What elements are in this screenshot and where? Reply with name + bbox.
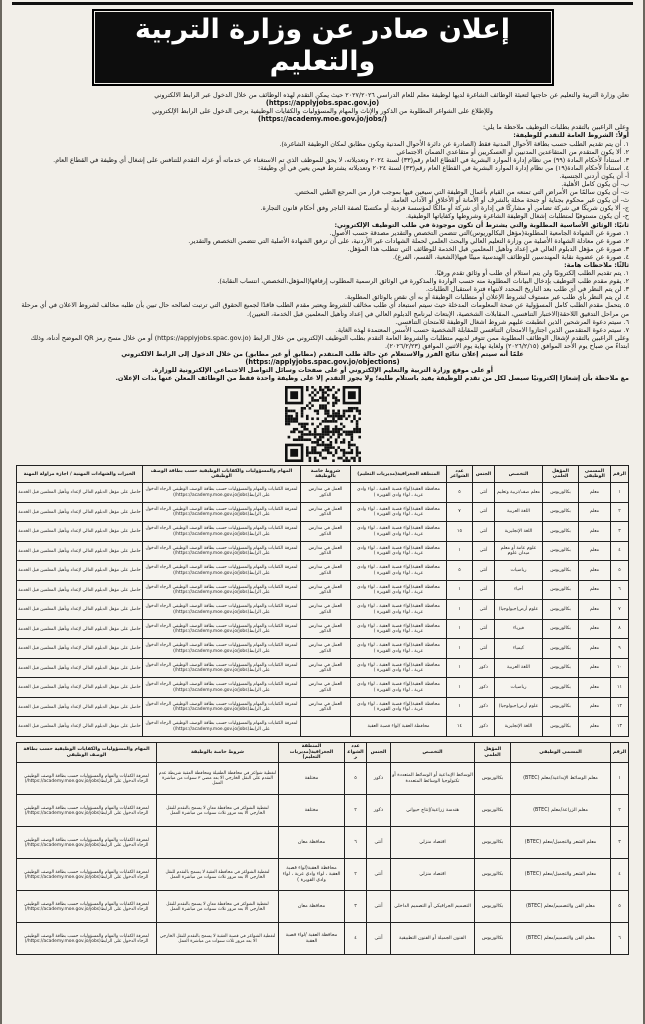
table-cell: لمعرفة الكفايات والمهام والمسؤوليات حسب بطاقة الوصف الوظيفي الرجاء الدخول على الرابط(https://academy.moe.gov.jo/jobs/) bbox=[17, 763, 157, 795]
table-cell: ذكور bbox=[473, 697, 495, 717]
table-cell: معلم bbox=[579, 639, 611, 659]
table-cell: محافظة العقبة /لواء قصبة العقبة bbox=[351, 717, 447, 737]
table-cell: العمل في مدارس الذكور bbox=[301, 639, 351, 659]
body-line: (https://applyjobs.spac.gov.jo/objections) bbox=[245, 358, 400, 367]
table-cell: بكالوريوس bbox=[475, 827, 511, 859]
table-cell: محافظة العقبة(لواء قصبة العقبة ، لواء وادي عربة ، لواء وادي القويرة ) bbox=[351, 502, 447, 522]
table-cell: محافظة معان bbox=[279, 891, 345, 923]
table1-header-cell: المنطقة الجغرافية(مديريات التعليم) bbox=[351, 466, 447, 483]
table-cell: محافظة العقبة(لواء قصبة العقبة ، لواء وادي عربة ، لواء وادي القويرة ) bbox=[351, 561, 447, 581]
table-row bbox=[17, 600, 629, 620]
table-cell: لمعرفة الكفايات والمهام والمسؤوليات حسب بطاقة الوصف الوظيفي الرجاء الدخول على الرابط(https://academy.moe.gov.jo/jobs/) bbox=[143, 717, 301, 737]
table-cell: بكالوريوس bbox=[475, 923, 511, 955]
table2-header-cell: شروط خاصة بالوظيفة bbox=[157, 742, 279, 762]
table2-body bbox=[17, 763, 629, 955]
table-cell: بكالوريوس bbox=[475, 795, 511, 827]
table-cell: علوم أرض(جيولوجيا) bbox=[495, 697, 543, 717]
body-line: مع ملاحظة بأن إشعارًا إلكترونيًا سيصل لكل من تقدم للوظيفة يفيد باستلام طلبه؛ ولا يجوز التقدم إلا على وظيفة واحدة فقط من الوظائف المعلن عنها بذات الإعلان. bbox=[115, 374, 629, 383]
body-line: تعلن وزارة التربية والتعليم عن حاجتها لتعبئة الوظائف الشاغرة لديها لوظيفة معلم للعام الدراسي ٢٠٢٧/٢٠٢٦ حيث يمكن التقدم لهذه الوظائف من خلال الدخول عبر الرابط الالكتروني bbox=[154, 91, 629, 99]
table1-header-cell: التخصص bbox=[495, 466, 543, 483]
table-row bbox=[17, 580, 629, 600]
table-cell: حاصل على مؤهل الدبلوم العالي لإعداد وتأهيل المعلمين قبل الخدمة bbox=[17, 502, 143, 522]
table-cell: أنثى bbox=[473, 619, 495, 639]
body-line: أولاً: الشروط العامة للتقدم للوظيفة: bbox=[513, 131, 629, 140]
table-cell: بكالوريوس bbox=[543, 619, 579, 639]
table-cell: ٥ bbox=[611, 561, 629, 581]
body-line: ٥. يتحمل مقدم الطلب كامل المسؤولية عن صحة المعلومات المدخلة حيث سيتم استبعاد أي طلب مخالف للشروط ويعتبر مقدم الطلب فاقدًا لجميع الحقوق التي ترتبت لصالحه حال تبين بأن طلبه مخالف لشروط الاعلان في أي مرحلة من مراحل التدقيق اللاحقة(الاختبار التنافسي، المقابلات الشخصية، الإبتعاث لبرنامج الدبلوم العالي في إعداد وتأهيل المعلمين قبل الخدمة، التعيين). bbox=[21, 301, 629, 318]
table-cell: أنثى bbox=[473, 541, 495, 561]
body-line: ١. أن يتم تقديم الطلب حسب بطاقة الأحوال المدنية فقط (الصادرة عن دائرة الأحوال المدنية ويكون مطابق لمكان الوظيفة الشاغرة). bbox=[279, 139, 629, 148]
table-cell: ١ bbox=[447, 697, 473, 717]
table-row bbox=[17, 483, 629, 503]
table-cell: حاصل على مؤهل الدبلوم العالي لإعداد وتأهيل المعلمين قبل الخدمة bbox=[17, 658, 143, 678]
table-cell: اللغة العربية bbox=[495, 502, 543, 522]
table-cell: بكالوريوس bbox=[543, 600, 579, 620]
table-cell: محافظة العقبة(لواء قصبة العقبة ، لواء وادي عربة ، لواء وادي القويرة ) bbox=[351, 600, 447, 620]
table-cell: بكالوريوس bbox=[543, 580, 579, 600]
table-cell: اللغة العربية bbox=[495, 658, 543, 678]
table-cell: بكالوريوس bbox=[543, 502, 579, 522]
table1-header-cell: عدد الشواغر bbox=[447, 466, 473, 483]
table-row bbox=[17, 502, 629, 522]
body-line: وعلى الراغبين بالتقدم بطلبات التوظيف ملاحظة ما يلي: bbox=[482, 123, 629, 132]
table-cell: حاصل على مؤهل الدبلوم العالي لإعداد وتأهيل المعلمين قبل الخدمة bbox=[17, 522, 143, 542]
table-cell: أنثى bbox=[367, 923, 391, 955]
table-cell: ١ bbox=[447, 600, 473, 620]
table-cell: أنثى bbox=[473, 502, 495, 522]
body-line: وللإطلاع على الشواغر المطلوبة من الذكور والإناث والمهام والمسؤوليات والكفايات الوظيفية يرجى الدخول على الرابط الإلكتروني bbox=[152, 107, 493, 116]
table-cell: أنثى bbox=[367, 891, 391, 923]
table-cell: ٤ bbox=[345, 923, 367, 955]
table-cell: حاصل على مؤهل الدبلوم العالي لإعداد وتأهيل المعلمين قبل الخدمة bbox=[17, 678, 143, 698]
table-cell: معلم bbox=[579, 502, 611, 522]
table2-header-cell: المهام والمسؤوليات والكفايات الوظيفية حسب بطاقة الوصف الوظيفي bbox=[17, 742, 157, 762]
table-cell: محافظة العقبة(لواء قصبة العقبة ، لواء وادي عربة ، لواء وادي القويرة ) bbox=[351, 580, 447, 600]
table-cell: العمل في مدارس الذكور bbox=[301, 561, 351, 581]
table-cell: لمعرفة الكفايات والمهام والمسؤوليات حسب بطاقة الوصف الوظيفي الرجاء الدخول على الرابط(https://academy.moe.gov.jo/jobs/) bbox=[17, 891, 157, 923]
body-line: ت- أن يكون سالمًا من الأمراض التي تمنعه من القيام بأعمال الوظيفة التي سيعين فيها بموجب قرار من المرجع الطبي المختص. bbox=[294, 188, 629, 197]
table-cell: محافظة العقبة(لواء قصبة العقبة ، لواء وادي عربة ، لواء وادي القويرة ) bbox=[351, 658, 447, 678]
body-line: وعلى الراغبين بالتقدم لإشغال الوظائف المطلوبة ممن تتوفر لديهم متطلبات والشروط العامة التقدم بطلب التوظيف الإلكتروني من خلال الرابط (https://applyjobs.spac.gov.jo) أو من خلال مسح رمز QR الموضح أدناه، وذلك ابتداءً من صباح يوم الأحد الموافق (٢٠٢٦/٢/١٥) ولغاية نهاية يوم الاثنين الموافق (٢٠٢٦/٢/٢٣). bbox=[30, 333, 629, 350]
table-cell: ٤ bbox=[611, 859, 629, 891]
table-row bbox=[17, 678, 629, 698]
table-cell: لمعرفة الكفايات والمهام والمسؤوليات حسب بطاقة الوصف الوظيفي الرجاء الدخول على الرابط(https://academy.moe.gov.jo/jobs/) bbox=[17, 859, 157, 891]
table-cell: كيمياء bbox=[495, 639, 543, 659]
table-cell: لمعرفة الكفايات والمهام والمسؤوليات حسب بطاقة الوصف الوظيفي الرجاء الدخول على الرابط(https://academy.moe.gov.jo/jobs/) bbox=[143, 580, 301, 600]
table-cell: معلم bbox=[579, 717, 611, 737]
table1-header-cell: المسمى الوظيفي bbox=[579, 466, 611, 483]
table-cell: بكالوريوس bbox=[543, 483, 579, 503]
table-cell: علوم أرض(جيولوجيا) bbox=[495, 600, 543, 620]
table-cell: لمعرفة الكفايات والمهام والمسؤوليات حسب بطاقة الوصف الوظيفي الرجاء الدخول على الرابط(https://academy.moe.gov.jo/jobs/) bbox=[143, 561, 301, 581]
table-cell: بكالوريوس bbox=[543, 697, 579, 717]
table-cell: لمعرفة الكفايات والمهام والمسؤوليات حسب بطاقة الوصف الوظيفي الرجاء الدخول على الرابط(https://academy.moe.gov.jo/jobs/) bbox=[17, 795, 157, 827]
table-cell: اقتصاد منزلي bbox=[391, 827, 475, 859]
table-cell: العمل في مدارس الذكور bbox=[301, 483, 351, 503]
table-row bbox=[17, 522, 629, 542]
table-cell: علوم عامة أو معلم ميدان علوم bbox=[495, 541, 543, 561]
table-cell: أنثى bbox=[473, 522, 495, 542]
table-cell: حاصل على مؤهل الدبلوم العالي لإعداد وتأهيل المعلمين قبل الخدمة bbox=[17, 639, 143, 659]
table-cell: ١ bbox=[447, 658, 473, 678]
table-cell: محافظة العقبة(لواء قصبة العقبة ، لواء وادي عربة ، لواء وادي القويرة ) bbox=[351, 639, 447, 659]
table-row bbox=[17, 658, 629, 678]
table-cell: بكالوريوس bbox=[543, 658, 579, 678]
table-cell: أنثى bbox=[473, 561, 495, 581]
table-cell: أنثى bbox=[473, 600, 495, 620]
table-cell: مختلفة bbox=[279, 763, 345, 795]
table-cell: بكالوريوس bbox=[543, 678, 579, 698]
table-cell: ٤ bbox=[611, 541, 629, 561]
table-cell: حاصل على مؤهل الدبلوم العالي لإعداد وتأهيل المعلمين قبل الخدمة bbox=[17, 600, 143, 620]
table-cell: العمل في مدارس الذكور bbox=[301, 541, 351, 561]
table-cell: العمل في مدارس الذكور bbox=[301, 600, 351, 620]
table-cell: ١٥ bbox=[447, 522, 473, 542]
table2-header-cell: الرقم bbox=[611, 742, 629, 762]
table1-header-cell: الجنس bbox=[473, 466, 495, 483]
body-line: ٣. استناداً لأحكام المادة (٩٩) من نظام إدارة الموارد البشرية في القطاع العام رقم(٣٣) لسنة ٢٠٢٤ وتعديلاته، لا يحق للموظف الذي تم الاستغناء عن خدماته أو عزله التقدم للتنافس على إشغال أي وظيفة في القطاع العام. bbox=[53, 155, 629, 164]
table-cell: بكالوريوس bbox=[543, 541, 579, 561]
table-cell: لمعرفة الكفايات والمهام والمسؤوليات حسب بطاقة الوصف الوظيفي الرجاء الدخول على الرابط(https://academy.moe.gov.jo/jobs/) bbox=[143, 541, 301, 561]
body-line: ثالثًا: ملاحظات هامة: bbox=[564, 260, 629, 269]
table-cell: أنثى bbox=[367, 827, 391, 859]
table-cell: لمعرفة الكفايات والمهام والمسؤوليات حسب بطاقة الوصف الوظيفي الرجاء الدخول على الرابط(https://academy.moe.gov.jo/jobs/) bbox=[17, 923, 157, 955]
table-cell: معلم صف/تربية وتعليم bbox=[495, 483, 543, 503]
body-line: ٢. يقوم مقدم طلب التوظيف بإدخال البيانات المطلوبة منه حسب الواردة والمذكورة في الوثائق الرسمية المطلوب إرفاقها(المؤهل،التخصص، انتساب النقابة). bbox=[217, 277, 629, 286]
table-cell: ذكور bbox=[367, 763, 391, 795]
vacancies-table-btec bbox=[16, 742, 629, 955]
table-row bbox=[17, 697, 629, 717]
table-cell: هندسة زراعية/إنتاج حيواني bbox=[391, 795, 475, 827]
table-cell: معلم bbox=[579, 658, 611, 678]
top-rule bbox=[12, 2, 633, 5]
table-cell: لتغطية شواغر في محافظة الطفيلة ومحافظة العقبة شريطة عدم التقدم على النقل الخارجي الا بعد مضي ٣ سنوات من مباشرة العمل bbox=[157, 763, 279, 795]
table-cell: معلم الشعر والتجميل/معلم (BTEC) bbox=[511, 827, 611, 859]
vacancies-table-teachers bbox=[16, 465, 629, 737]
table1-header-cell: الرقم bbox=[611, 466, 629, 483]
table-cell: العمل في مدارس الذكور bbox=[301, 678, 351, 698]
table1-header-row bbox=[17, 466, 629, 483]
table-cell: حاصل على مؤهل الدبلوم العالي لإعداد وتأهيل المعلمين قبل الخدمة bbox=[17, 580, 143, 600]
table-cell: أنثى bbox=[473, 639, 495, 659]
table-cell: معلم الشعر والتجميل/معلم (BTEC) bbox=[511, 859, 611, 891]
table-row bbox=[17, 859, 629, 891]
table-cell: العمل في مدارس الذكور bbox=[301, 658, 351, 678]
table-cell: محافظة العقبة(لواء قصبة العقبة ، لواء وادي عربة ، لواء وادي القويرة ) bbox=[351, 541, 447, 561]
table-cell: ١٢ bbox=[611, 697, 629, 717]
table-cell: معلم bbox=[579, 541, 611, 561]
body-line: أو على موقع وزارة التربية والتعليم الإلكتروني أو على صفحات وسائل التواصل الاجتماعي الإلكترونية للوزارة. bbox=[152, 366, 493, 375]
table-cell: بكالوريوس bbox=[475, 763, 511, 795]
qr-code bbox=[285, 386, 361, 462]
table-row bbox=[17, 827, 629, 859]
body-line: ١. صورة عن الشهادة الجامعية المطلوبة(مؤهل البكالوريوس)التي تتضمن التخصص والتقدير مصدقة حسب الأصول. bbox=[329, 228, 629, 237]
table-cell: رياضيات bbox=[495, 561, 543, 581]
table-cell: محافظة معان bbox=[279, 827, 345, 859]
table-cell: العمل في مدارس الذكور bbox=[301, 522, 351, 542]
body-line: ٣. صورة عن مؤهل الدبلوم العالي في إعداد وتأهيل المعلمين قبل الخدمة للوظائف التي تتطلب هذا المؤهل. bbox=[347, 244, 629, 253]
table-cell: العمل في مدارس الذكور bbox=[301, 697, 351, 717]
table1-header-cell: المؤهل العلمي bbox=[543, 466, 579, 483]
body-line: ٤. استناداً لأحكام المادة(١٩) من نظام إدارة الموارد البشرية في القطاع العام رقم(٣٣) لسنة ٢٠٢٤ وتعديلاته يشترط فيمن يعين في أي وظيفة: bbox=[258, 163, 629, 172]
table-cell: بكالوريوس bbox=[475, 859, 511, 891]
table2-header-cell: المنطقة الجغرافية(مديريات التعليم) bbox=[279, 742, 345, 762]
table-cell: معلم bbox=[579, 619, 611, 639]
table-cell: محافظة العقبة(لواء قصبة العقبة ، لواء وادي عربة ، لواء وادي القويرة ) bbox=[351, 619, 447, 639]
table-cell: ١٠ bbox=[611, 658, 629, 678]
table-cell bbox=[301, 717, 351, 737]
table-cell: بكالوريوس bbox=[543, 561, 579, 581]
table-row bbox=[17, 717, 629, 737]
table-cell: ٥ bbox=[611, 891, 629, 923]
table-cell: ٢ bbox=[611, 502, 629, 522]
body-line: ٣. لن يتم النظر في أي طلب بعد التاريخ المحدد لانتهاء فترة استقبال الطلبات. bbox=[425, 285, 629, 294]
table1-body bbox=[17, 483, 629, 737]
table-cell: بكالوريوس bbox=[543, 522, 579, 542]
table-cell: العمل في مدارس الذكور bbox=[301, 619, 351, 639]
table-cell: لتغطية الشواغر في محافظة معان لا يسمح بالتقدم للنقل الخارجي الا بعد مرور ثلاث سنوات من مباشرة العمل bbox=[157, 891, 279, 923]
table-cell: ١ bbox=[447, 541, 473, 561]
table-cell: ذكور bbox=[367, 795, 391, 827]
table-row bbox=[17, 561, 629, 581]
table1-header-cell: الخبرات والشهادات المهنية / اجازة مزاولة المهنة bbox=[17, 466, 143, 483]
body-line: أ- أن يكون أردني الجنسية. bbox=[559, 171, 629, 180]
table-cell: اللغة الإنجليزية bbox=[495, 522, 543, 542]
table-cell: ٥ bbox=[345, 763, 367, 795]
table-cell: محافظة العقبة(لواء قصبة العقبة ، لواء وادي عربة ، لواء وادي القويرة ) bbox=[351, 697, 447, 717]
table-cell: لمعرفة الكفايات والمهام والمسؤوليات حسب بطاقة الوصف الوظيفي الرجاء الدخول على الرابط(https://academy.moe.gov.jo/jobs/) bbox=[143, 600, 301, 620]
table-cell: ٥ bbox=[447, 483, 473, 503]
table-cell: محافظة العقبة /لواء قصبة العقبة bbox=[279, 923, 345, 955]
table-cell: ٣ bbox=[345, 891, 367, 923]
table-cell: ١١ bbox=[611, 678, 629, 698]
table-cell: ٩ bbox=[611, 639, 629, 659]
table-cell: ١٤ bbox=[447, 717, 473, 737]
table-cell: ذكور bbox=[473, 678, 495, 698]
table-cell: ١ bbox=[447, 619, 473, 639]
body-line: ث- أن يكون غير محكوم بجناية أو جنحة مخلة بالشرف أو الأمانة أو الأخلاق أو الآداب العامة. bbox=[390, 196, 629, 205]
body-line: ٢. صورة عن معادلة الشهادة الأصلية من وزارة التعليم العالي والبحث العلمي لحملة الشهادات غير الأردنية، على أن ترفق الشهادة الأصلية التي تتضمن التخصص والتقدير. bbox=[188, 236, 629, 245]
announcement-banner bbox=[92, 9, 554, 86]
table-cell: حاصل على مؤهل الدبلوم العالي لإعداد وتأهيل المعلمين قبل الخدمة bbox=[17, 483, 143, 503]
table-cell: محافظة العقبة(لواء قصبة العقبة ، لواء وادي عربة ، لواء وادي القويرة ) bbox=[351, 483, 447, 503]
table-cell: الفنون الجميلة أو الفنون التطبيقية bbox=[391, 923, 475, 955]
table-cell: لمعرفة الكفايات والمهام والمسؤوليات حسب بطاقة الوصف الوظيفي الرجاء الدخول على الرابط(https://academy.moe.gov.jo/jobs/) bbox=[143, 502, 301, 522]
table-cell: ٦ bbox=[611, 580, 629, 600]
table-cell: ٧ bbox=[447, 502, 473, 522]
body-line: ج- ألا يكون شريكًا في شركة تضامن أو مشاركًا في إدارة أي شركة أو مالكًا لمؤسسة فردية أو مكتسبًا لصفة التاجر وفق أحكام قانون التجارة. bbox=[260, 204, 629, 213]
table-cell: معلم الوسائط الإبداعية/معلم (BTEC) bbox=[511, 763, 611, 795]
table-cell: حاصل على مؤهل الدبلوم العالي لإعداد وتأهيل المعلمين قبل الخدمة bbox=[17, 561, 143, 581]
table-cell: ٦ bbox=[611, 923, 629, 955]
table-row bbox=[17, 541, 629, 561]
table2-header-cell: الجنس bbox=[367, 742, 391, 762]
table-cell: مختلفة bbox=[279, 795, 345, 827]
table-cell: أنثى bbox=[367, 859, 391, 891]
table-row bbox=[17, 619, 629, 639]
body-line: (https://academy.moe.gov.jo/jobs/) bbox=[257, 115, 388, 124]
table-cell: ٣ bbox=[611, 522, 629, 542]
table1-header-cell: شروط خاصة بالوظيفة bbox=[301, 466, 351, 483]
table-cell: ٨ bbox=[611, 619, 629, 639]
table-cell: ٦ bbox=[345, 827, 367, 859]
table-cell: فيزياء bbox=[495, 619, 543, 639]
table-cell: لمعرفة الكفايات والمهام والمسؤوليات حسب بطاقة الوصف الوظيفي الرجاء الدخول على الرابط(https://academy.moe.gov.jo/jobs/) bbox=[143, 658, 301, 678]
table-cell: لتغطية الشواغر في قصبة العقبة لا يسمح بالتقدم للنقل الخارجي الا بعد مرور ثلاث سنوات من مباشرة العمل bbox=[157, 923, 279, 955]
table-cell: حاصل على مؤهل الدبلوم العالي لإعداد وتأهيل المعلمين قبل الخدمة bbox=[17, 619, 143, 639]
table-cell: لمعرفة الكفايات والمهام والمسؤوليات حسب بطاقة الوصف الوظيفي الرجاء الدخول على الرابط(https://academy.moe.gov.jo/jobs/) bbox=[143, 483, 301, 503]
table-cell: ٣ bbox=[611, 827, 629, 859]
table-cell: معلم bbox=[579, 483, 611, 503]
body-line: ١. يتم تقديم الطلب إلكترونيًا ولن يتم استلام أي طلب أو وثائق تقدم ورقيًا. bbox=[434, 269, 629, 278]
table-cell: بكالوريوس bbox=[543, 639, 579, 659]
table-cell: معلم bbox=[579, 580, 611, 600]
table-cell: بكالوريوس bbox=[543, 717, 579, 737]
table-cell: ١ bbox=[611, 483, 629, 503]
table-cell: ٥ bbox=[447, 561, 473, 581]
table-cell: العمل في مدارس الذكور bbox=[301, 580, 351, 600]
table-cell: الوسائط الإبداعية أو الوسائط المتعددة أو تكنولوجيا الوسائط المتعددة bbox=[391, 763, 475, 795]
body-line: ب- أن يكون كامل الأهلية. bbox=[561, 180, 629, 189]
table-cell: أنثى bbox=[473, 483, 495, 503]
table-cell: معلم bbox=[579, 697, 611, 717]
table-cell: حاصل على مؤهل الدبلوم العالي لإعداد وتأهيل المعلمين قبل الخدمة bbox=[17, 697, 143, 717]
table-cell: ٢ bbox=[345, 795, 367, 827]
table2-header-cell: التخصص bbox=[391, 742, 475, 762]
table-cell: لتغطية الشواغر في محافظة العقبة لا يسمح بالتقدم للنقل الخارجي الا بعد مرور ثلاث سنوات من مباشرة العمل bbox=[157, 859, 279, 891]
table-cell: ٢ bbox=[611, 795, 629, 827]
body-line: ٦. سيتم دعوة المرشحين الذين انطبقت عليهم شروط اشغال الوظيفة للامتحان التنافسي. bbox=[395, 317, 629, 326]
table-cell: ١ bbox=[447, 639, 473, 659]
body-line: ثانيًا: الوثائق الأساسية المطلوبة والتي يشترط أن تكون موجودة في طلب التوظيف الإلكتروني: bbox=[334, 220, 629, 229]
table-cell: معلم الفن والتصميم/معلم (BTEC) bbox=[511, 891, 611, 923]
table-cell: لمعرفة الكفايات والمهام والمسؤوليات حسب بطاقة الوصف الوظيفي الرجاء الدخول على الرابط(https://academy.moe.gov.jo/jobs/) bbox=[143, 678, 301, 698]
table-cell: ١٣ bbox=[611, 717, 629, 737]
table-cell: معلم bbox=[579, 522, 611, 542]
table-cell: معلم bbox=[579, 678, 611, 698]
table-cell: لمعرفة الكفايات والمهام والمسؤوليات حسب بطاقة الوصف الوظيفي الرجاء الدخول على الرابط(https://academy.moe.gov.jo/jobs/) bbox=[143, 639, 301, 659]
body-line: ٤. صورة عن عضوية نقابة المهندسين للوظائف الهندسية مبينًا فيها(الشعبة، القسم، الفرع). bbox=[392, 252, 629, 261]
announcement-body bbox=[16, 91, 629, 382]
table-cell: أحياء bbox=[495, 580, 543, 600]
table1-header-cell: المهام والمسؤوليات والكفايات الوظيفية حسب بطاقة الوصف الوظيفي bbox=[143, 466, 301, 483]
table-cell: بكالوريوس bbox=[475, 891, 511, 923]
table-cell: لمعرفة الكفايات والمهام والمسؤوليات حسب بطاقة الوصف الوظيفي الرجاء الدخول على الرابط(https://academy.moe.gov.jo/jobs/) bbox=[17, 827, 157, 859]
body-line: ٤. لن يتم النظر بأي طلب غير مستوف لشروط الإعلان أو متطلبات الوظيفة أو به أي نقص بالوثائق المطلوبة. bbox=[344, 293, 629, 302]
table-cell: لمعرفة الكفايات والمهام والمسؤوليات حسب بطاقة الوصف الوظيفي الرجاء الدخول على الرابط(https://academy.moe.gov.jo/jobs/) bbox=[143, 697, 301, 717]
table-cell: معلم bbox=[579, 600, 611, 620]
table-cell: العمل في مدارس الذكور bbox=[301, 502, 351, 522]
table-cell: ١ bbox=[447, 580, 473, 600]
qr-code-image bbox=[285, 386, 361, 462]
table-cell: رياضيات bbox=[495, 678, 543, 698]
table-cell: اقتصاد منزلي bbox=[391, 859, 475, 891]
table-cell: أنثى bbox=[473, 580, 495, 600]
table-cell: محافظة العقبة(لواء قصبة العقبة ، لواء وادي عربة ، لواء وادي القويرة ) bbox=[279, 859, 345, 891]
body-line: علمًا أنه سيتم إعلان نتائج الفرز والاستعلام عن حالة طلب المتقدم (مطابق أو غير مطابق) من خلال الدخول إلى الرابط الالكتروني bbox=[121, 350, 524, 358]
table-row bbox=[17, 891, 629, 923]
table-cell: حاصل على مؤهل الدبلوم العالي لإعداد وتأهيل المعلمين قبل الخدمة bbox=[17, 717, 143, 737]
table-row bbox=[17, 639, 629, 659]
body-line: (https://applyjobs.spac.gov.jo) bbox=[265, 99, 380, 108]
body-line: ح- أن يكون مستوفيًا لمتطلبات إشغال الوظيفة الشاغرة وشروطها وكفاياتها الوظيفية. bbox=[405, 212, 629, 221]
table2-header-row bbox=[17, 742, 629, 762]
table-cell bbox=[157, 827, 279, 859]
table-cell: اللغة الإنجليزية bbox=[495, 717, 543, 737]
table-cell: معلم bbox=[579, 561, 611, 581]
table-cell: ذكور bbox=[473, 717, 495, 737]
page-title: إعلان صادر عن وزارة التربية والتعليم bbox=[134, 14, 511, 77]
table-cell: ذكور bbox=[473, 658, 495, 678]
table2-header-cell: المسمى الوظيفي bbox=[511, 742, 611, 762]
table-cell: لتغطية الشواغر في محافظة معان لا يسمح بالتقدم للنقل الخارجي الا بعد مرور ثلاث سنوات من مباشرة العمل bbox=[157, 795, 279, 827]
table-cell: ٧ bbox=[611, 600, 629, 620]
table-cell: محافظة العقبة(لواء قصبة العقبة ، لواء وادي عربة ، لواء وادي القويرة ) bbox=[351, 522, 447, 542]
table-row bbox=[17, 795, 629, 827]
table-cell: حاصل على مؤهل الدبلوم العالي لإعداد وتأهيل المعلمين قبل الخدمة bbox=[17, 541, 143, 561]
table2-header-cell: المؤهل العلمي bbox=[475, 742, 511, 762]
table-cell: ١ bbox=[611, 763, 629, 795]
table-cell: ٢ bbox=[345, 859, 367, 891]
table-cell: محافظة العقبة(لواء قصبة العقبة ، لواء وادي عربة ، لواء وادي القويرة ) bbox=[351, 678, 447, 698]
body-line: ٢. ألا يكون المتقدم من المتقاعدين المدنيين أو العسكريين أو متقاعدي الضمان الاجتماعي bbox=[396, 147, 629, 156]
table2-header-cell: عدد الشواغر bbox=[345, 742, 367, 762]
table-cell: لمعرفة الكفايات والمهام والمسؤوليات حسب بطاقة الوصف الوظيفي الرجاء الدخول على الرابط(https://academy.moe.gov.jo/jobs/) bbox=[143, 522, 301, 542]
body-line: ٧. سيتم دعوة المتقدمين الذين اجتازوا الامتحان التنافسي للمقابلة الشخصية حسب الأسس المعتمدة لهذه الغاية. bbox=[335, 325, 629, 334]
table-row bbox=[17, 923, 629, 955]
table-cell: معلم الزراعة/معلم (BTEC) bbox=[511, 795, 611, 827]
table-cell: معلم الفن والتصميم/معلم (BTEC) bbox=[511, 923, 611, 955]
table-cell: لمعرفة الكفايات والمهام والمسؤوليات حسب بطاقة الوصف الوظيفي الرجاء الدخول على الرابط(https://academy.moe.gov.jo/jobs/) bbox=[143, 619, 301, 639]
table-cell: ١ bbox=[447, 678, 473, 698]
table-row bbox=[17, 763, 629, 795]
table-cell: التصميم الجرافيكي أو التصميم الداخلي bbox=[391, 891, 475, 923]
